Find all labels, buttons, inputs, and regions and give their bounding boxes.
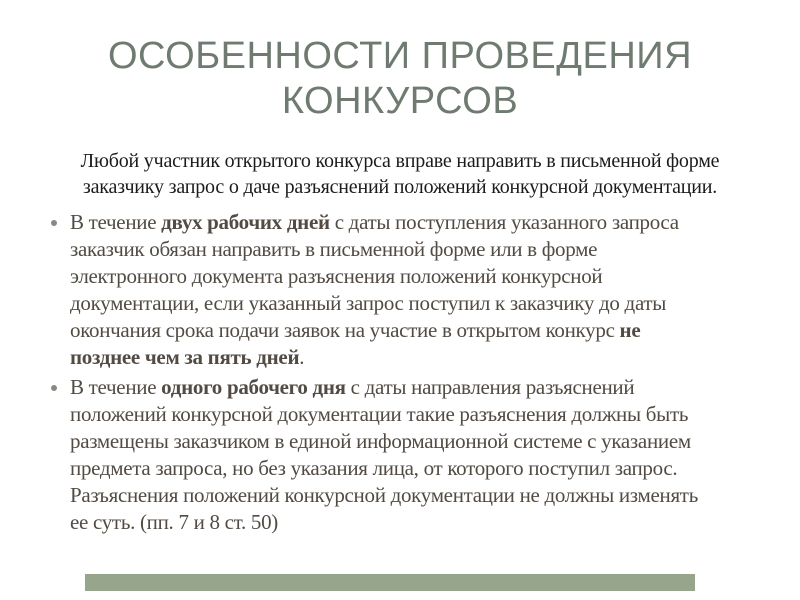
bullet-text: . bbox=[299, 345, 305, 369]
bullet-item bbox=[48, 209, 708, 371]
bullet-text-bold: не позднее чем за пять дней bbox=[70, 318, 641, 369]
bullet-text: с даты направления разъяснений положений конкурсной документации такие разъяснения должны быть размещены заказчиком в единой информационной системе с указанием предмета запроса, но без указания лица, от которого поступил запрос. Разъяснения положений конкурсной документации не должны изменять ее суть. (пп. 7 и 8 ст. 50) bbox=[70, 375, 698, 534]
bullet-text-bold: одного рабочего дня bbox=[161, 375, 346, 399]
lead-paragraph: Любой участник открытого конкурса вправе направить в письменной форме заказчику запрос о даче разъяснений положений конкурсной документации. bbox=[80, 150, 720, 198]
bullet-text: В течение bbox=[70, 375, 162, 399]
accent-bar bbox=[85, 574, 695, 591]
slide-title: ОСОБЕННОСТИ ПРОВЕДЕНИЯ КОНКУРСОВ bbox=[107, 35, 693, 122]
bullet-text: с даты поступления указанного запроса заказчик обязан направить в письменной форме или в форме электронного документа разъяснения положений конкурсной документации, если указанный запрос поступил к заказчику до даты окончания срока подачи заявок на участие в открытом конкурс bbox=[70, 210, 679, 342]
bullet-item bbox=[48, 374, 708, 536]
bullet-text: В течение bbox=[70, 210, 162, 234]
bullet-text-bold: двух рабочих дней bbox=[161, 210, 330, 234]
bullet-list bbox=[48, 209, 708, 536]
